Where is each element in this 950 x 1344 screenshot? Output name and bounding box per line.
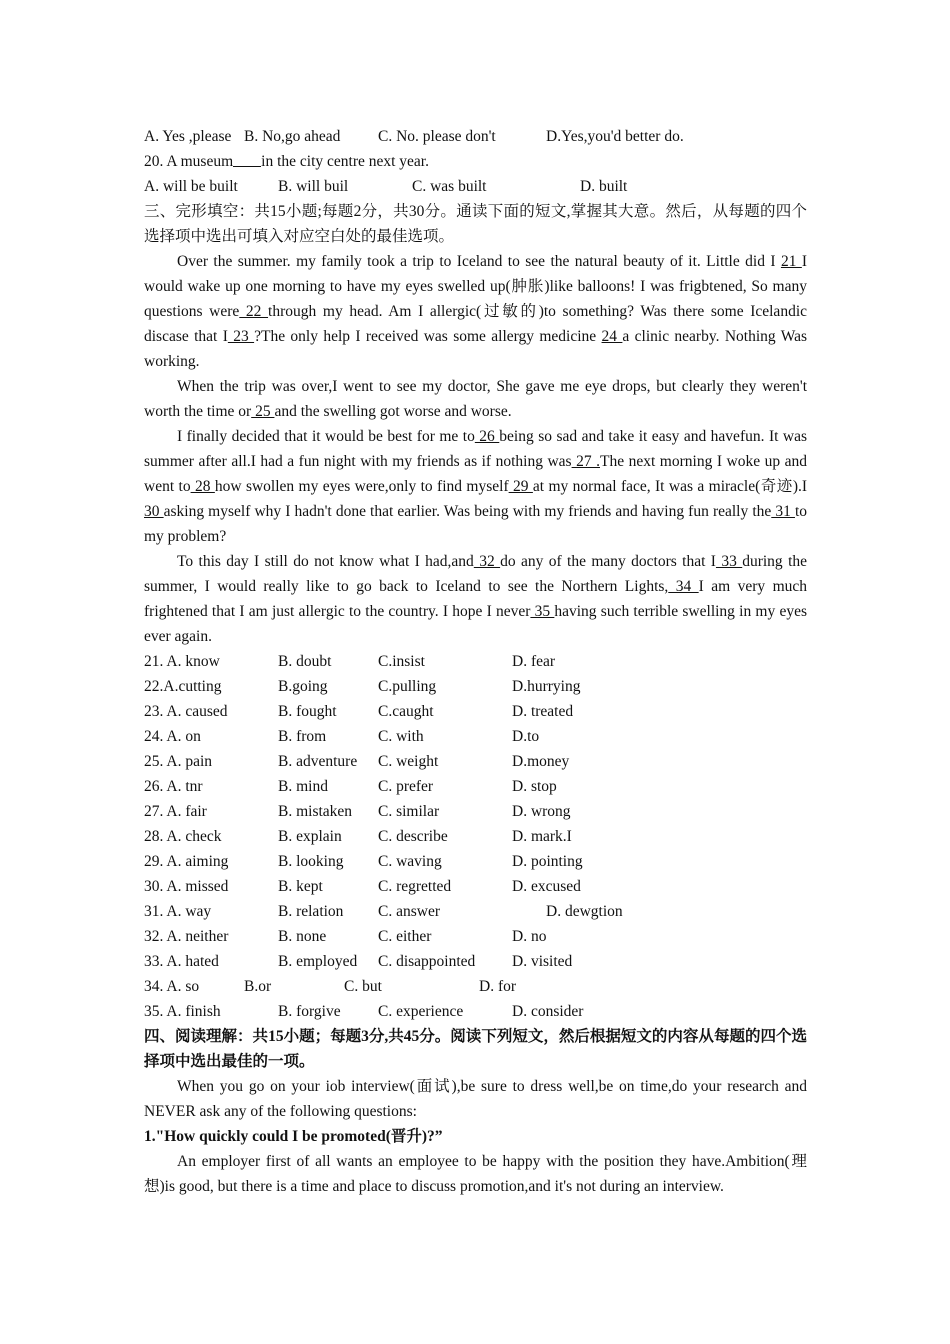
option-32-b: B. none [278,928,327,945]
q19-option-a: A. Yes ,please [144,128,232,145]
blank-29: 29 [508,478,533,495]
option-34-c: C. but [344,978,382,995]
option-23-b: B. fought [278,703,337,720]
option-31-b: B. relation [278,903,344,920]
option-27-b: B. mistaken [278,803,353,820]
option-29-c: C. waving [378,853,442,870]
option-row-28 [144,824,807,849]
p1-text-4: ?The only help I received was some allergy medicine [254,328,597,345]
q19-option-d: D.Yes,you'd better do. [546,128,684,145]
reading-intro: When you go on your iob interview(面试),be sure to dress well,be on time,do your research and NEVER ask any of the following questions: [144,1078,807,1120]
q20-option-d: D. built [580,178,628,195]
option-30-d: D. excused [512,878,581,895]
option-33-d: D. visited [512,953,573,970]
p3-text-3: The next morning I woke up and went to [144,453,807,495]
q19-option-b: B. No,go ahead [244,128,341,145]
option-25-a: 25. A. pain [144,753,213,770]
option-row-24 [144,724,807,749]
option-29-d: D. pointing [512,853,583,870]
blank-35: 35 [530,603,555,620]
option-29-b: B. looking [278,853,344,870]
option-35-c: C. experience [378,1003,464,1020]
p1-text-1: Over the summer. my family took a trip to Iceland to see the natural beauty of it. Little did I [177,253,776,270]
p4-text-2: do any of the many doctors that I [500,553,716,570]
option-row-26 [144,774,807,799]
passage-paragraph-3 [144,424,807,549]
blank-31: 31 [771,503,795,520]
p4-text-5: having such terrible swelling in my eyes ever again. [144,603,808,645]
option-33-c: C. disappointed [378,953,476,970]
q19-options [144,124,807,149]
option-24-a: 24. A. on [144,728,201,745]
blank-27: 27 . [571,453,600,470]
option-28-a: 28. A. check [144,828,222,845]
q19-option-c: C. No. please don't [378,128,496,145]
option-28-d: D. mark.I [512,828,572,845]
p3-text-2: being so sad and take it easy and havefun. It was summer after all.I had a fun night with my friends as if nothing was [144,428,807,470]
p4-text-4: I am very much frightened that I am just allergic to the country. I hope I never [144,578,808,620]
q20-text-before: 20. A museum [144,153,234,170]
option-31-a: 31. A. way [144,903,212,920]
option-row-21 [144,649,807,674]
option-row-23 [144,699,807,724]
p3-text-7: to my problem? [144,503,808,545]
blank-32: 32 [473,553,501,570]
q20-options [144,174,807,199]
option-28-c: C. describe [378,828,448,845]
q20-option-b: B. will buil [278,178,349,195]
option-29-a: 29. A. aiming [144,853,229,870]
option-27-d: D. wrong [512,803,571,820]
option-25-c: C. weight [378,753,439,770]
option-21-a: 21. A. know [144,653,220,670]
option-32-a: 32. A. neither [144,928,229,945]
option-22-c: C.pulling [378,678,437,695]
blank-28: 28 [190,478,215,495]
option-23-d: D. treated [512,703,574,720]
blank-25: 25 [251,403,275,420]
option-21-c: C.insist [378,653,425,670]
passage-paragraph-4 [144,549,807,649]
option-26-d: D. stop [512,778,557,795]
option-row-34 [144,974,807,999]
option-21-b: B. doubt [278,653,332,670]
blank-23: 23 [227,328,255,345]
option-25-b: B. adventure [278,753,358,770]
passage-paragraph-1 [144,249,807,374]
option-34-b: B.or [244,978,272,995]
option-31-d: D. dewgtion [546,903,623,920]
option-row-31 [144,899,807,924]
p2-text-2: and the swelling got worse and worse. [274,403,512,420]
section3-heading: 三、完形填空：共15小题;每题2分，共30分。通读下面的短文,掌握其大意。然后，从每题的四个选择项中选出可填入对应空白处的最佳选项。 [144,203,807,245]
option-32-d: D. no [512,928,547,945]
section4-heading: 四、阅读理解：共15小题；每题3分,共45分。阅读下列短文，然后根据短文的内容从每题的四个选择项中选出最佳的一项。 [144,1028,807,1070]
q20-blank [233,149,261,167]
option-row-30 [144,874,807,899]
p3-text-6: asking myself why I hadn't done that earlier. Was being with my friends and having fun really the [163,503,772,520]
option-row-25 [144,749,807,774]
p1-text-5: a clinic nearby. Nothing Was working. [144,328,807,370]
option-22-b: B.going [278,678,328,695]
option-24-b: B. from [278,728,327,745]
option-row-33 [144,949,807,974]
option-row-27 [144,799,807,824]
option-21-d: D. fear [512,653,556,670]
option-24-c: C. with [378,728,424,745]
option-27-a: 27. A. fair [144,803,207,820]
option-row-22 [144,674,807,699]
blank-22: 22 [239,303,269,320]
p1-text-3: through my head. Am I allergic(过敏的)to something? Was there some Icelandic discase that I [144,303,807,345]
option-22-d: D.hurrying [512,678,581,695]
blank-24: 24 [601,328,623,345]
option-34-a: 34. A. so [144,978,200,995]
option-31-c: C. answer [378,903,440,920]
option-30-b: B. kept [278,878,323,895]
option-35-b: B. forgive [278,1003,341,1020]
blank-34: 34 [668,578,699,595]
option-26-b: B. mind [278,778,328,795]
option-30-c: C. regretted [378,878,452,895]
passage-paragraph-2 [144,374,807,424]
q20-text-after: in the city centre next year. [261,153,429,170]
option-30-a: 30. A. missed [144,878,229,895]
option-32-c: C. either [378,928,432,945]
option-22-a: 22.A.cutting [144,678,222,695]
document-page [144,124,807,1199]
q20-option-c: C. was built [412,178,487,195]
reading-q1-heading: 1."How quickly could I be promoted(晋升)?” [144,1128,443,1145]
p4-text-1: To this day I still do not know what I had,and [177,553,474,570]
option-23-a: 23. A. caused [144,703,228,720]
blank-30: 30 [144,503,164,520]
blank-26: 26 [474,428,500,445]
option-24-d: D.to [512,728,540,745]
option-33-b: B. employed [278,953,358,970]
p3-text-1: I finally decided that it would be best for me to [177,428,475,445]
option-row-29 [144,849,807,874]
p3-text-5: at my normal face, It was a miracle(奇迹).I [532,478,808,495]
reading-q1-text: An employer first of all wants an employee to be happy with the position they have.Ambition(理想)is good, but there is a time and place to discuss promotion,and it's not during an interview. [144,1153,807,1195]
p1-text-2: I would wake up one morning to have my eyes swelled up(肿胀)like balloons! I was frigbtened, So many questions were [144,253,808,320]
p3-text-4: how swollen my eyes were,only to find myself [214,478,509,495]
option-28-b: B. explain [278,828,342,845]
option-row-32 [144,924,807,949]
blank-21: 21 [780,253,802,270]
q20-stem [144,149,807,174]
q20-option-a: A. will be built [144,178,238,195]
option-34-d: D. for [479,978,517,995]
option-26-a: 26. A. tnr [144,778,203,795]
option-26-c: C. prefer [378,778,434,795]
blank-33: 33 [715,553,743,570]
option-23-c: C.caught [378,703,434,720]
option-35-d: D. consider [512,1003,584,1020]
option-row-35 [144,999,807,1024]
option-27-c: C. similar [378,803,440,820]
p4-text-3: during the summer, I would really like to go back to Iceland to see the Northern Lights, [144,553,808,595]
option-35-a: 35. A. finish [144,1003,221,1020]
option-33-a: 33. A. hated [144,953,219,970]
option-25-d: D.money [512,753,570,770]
p2-text-1: When the trip was over,I went to see my doctor, She gave me eye drops, but clearly they weren't worth the time or [144,378,807,420]
